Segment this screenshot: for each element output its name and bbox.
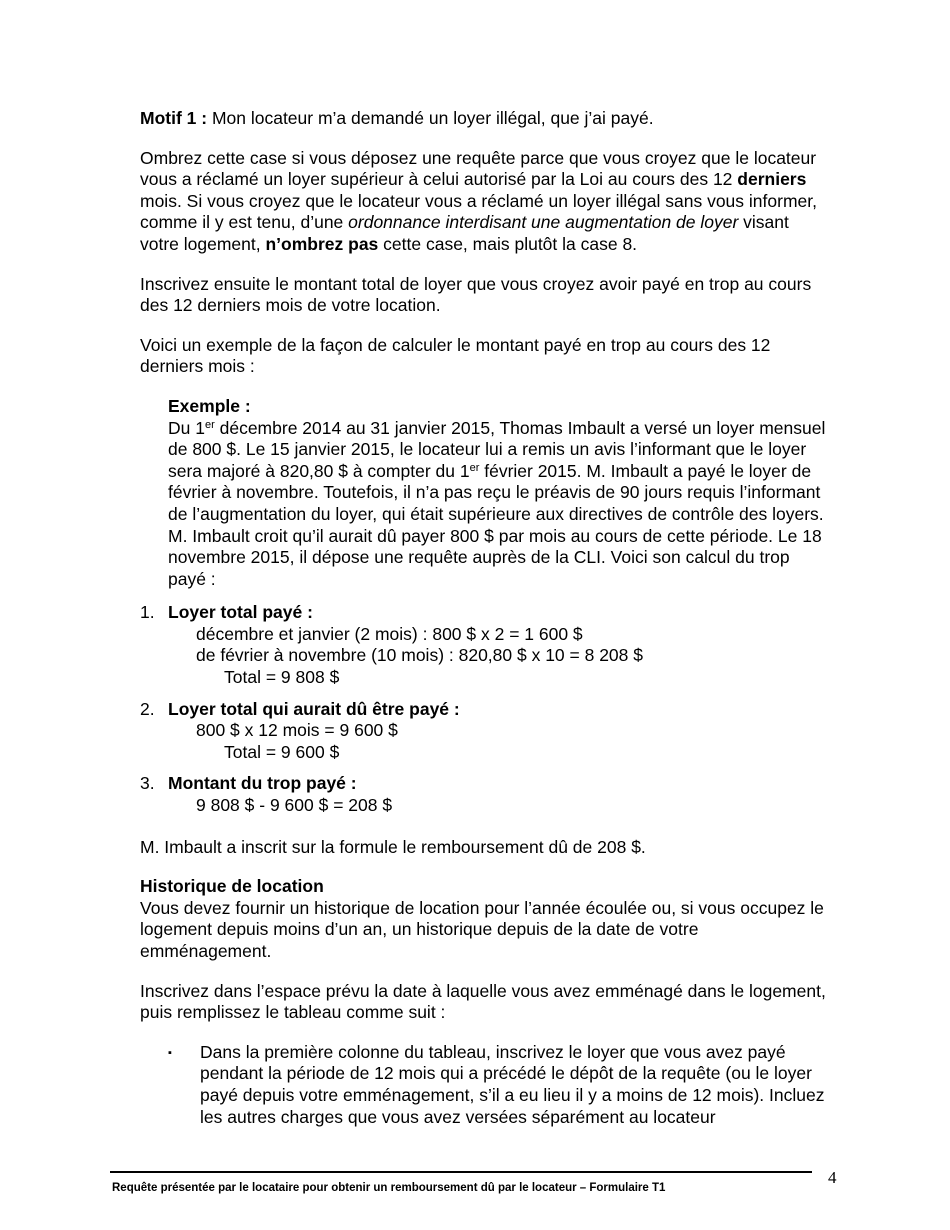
list-item <box>168 1042 830 1128</box>
motif-heading <box>140 108 830 130</box>
calc-item-number: 1. <box>140 602 155 623</box>
calc-line: 9 808 $ - 9 600 $ = 208 $ <box>196 795 393 816</box>
history-paragraph: Vous devez fournir un historique de location pour l’année écoulée ou, si vous occupez le logement depuis moins d’un an, un historique depuis de la date de votre emménagement. <box>140 897 824 961</box>
amount-paragraph: Inscrivez ensuite le montant total de loyer que vous croyez avoir payé en trop au cours des 12 derniers mois de votre location. <box>140 273 812 316</box>
bullet-text: Dans la première colonne du tableau, inscrivez le loyer que vous avez payé pendant la période de 12 mois qui a précédé le dépôt de la requête (ou le loyer payé depuis votre emménagement, s’il a eu lieu il y a moins de 12 mois). Incluez les autres charges que vous avez versées séparément au locateur <box>200 1041 825 1127</box>
page-content <box>140 108 830 1128</box>
footer-divider <box>110 1171 812 1173</box>
example-block <box>168 396 830 590</box>
example-text <box>168 418 830 591</box>
calc-total: Total = 9 600 $ <box>224 741 340 762</box>
para1-text-2: mois. Si vous croyez que le locateur vous a réclamé un loyer illégal sans vous informer, comme il y est tenu, d’une <box>140 190 817 233</box>
para1-bold-1: derniers <box>737 169 807 190</box>
para1-text-1: Ombrez cette case si vous déposez une requête parce que vous croyez que le locateur vous a réclamé un loyer supérieur à celui autorisé par la Loi au cours des 12 <box>140 147 817 190</box>
example-sup-2: er <box>469 461 480 474</box>
para1-text-4: cette case, mais plutôt la case 8. <box>378 233 638 254</box>
example-intro-paragraph: Voici un exemple de la façon de calculer le montant payé en trop au cours des 12 derniers mois : <box>140 334 771 377</box>
calc-line: 800 $ x 12 mois = 9 600 $ <box>196 720 398 741</box>
move-in-paragraph: Inscrivez dans l’espace prévu la date à laquelle vous avez emménagé dans le logement, puis remplissez le tableau comme suit : <box>140 980 826 1023</box>
calc-item-3 <box>140 773 830 816</box>
calc-line: décembre et janvier (2 mois) : 800 $ x 2 = 1 600 $ <box>196 623 583 644</box>
example-heading: Exemple : <box>168 395 251 416</box>
example-text-1: Du 1 <box>168 417 205 438</box>
motif-label: Motif 1 : <box>140 108 208 128</box>
calc-item-2 <box>140 699 830 764</box>
para1-bold-2: n’ombrez pas <box>265 233 379 254</box>
calc-total: Total = 9 808 $ <box>224 667 340 688</box>
history-section-title: Historique de location <box>140 876 324 897</box>
calc-item-title: Montant du trop payé : <box>168 773 357 794</box>
calc-item-number: 2. <box>140 698 155 719</box>
para1-text-3: visant votre logement, <box>140 212 789 254</box>
calc-item-title: Loyer total payé : <box>168 602 313 623</box>
example-sup-1: er <box>204 418 215 431</box>
bullet-icon: ▪ <box>168 1046 172 1059</box>
example-text-2: décembre 2014 au 31 janvier 2015, Thomas Imbault a versé un loyer mensuel de 800 $. Le 15 janvier 2015, le locateur lui a remis un avis l’informant que le loyer sera majoré à 820,80 $ à compter du 1 <box>168 417 826 481</box>
calc-item-number: 3. <box>140 773 155 794</box>
motif-text: Mon locateur m’a demandé un loyer illégal, que j’ai payé. <box>207 108 654 128</box>
calc-item-title: Loyer total qui aurait dû être payé : <box>168 698 460 719</box>
para1-italic: ordonnance interdisant une augmentation de loyer <box>348 212 739 233</box>
footer-title: Requête présentée par le locataire pour obtenir un remboursement dû par le locateur – Formulaire T1 <box>112 1182 666 1194</box>
calc-item-1 <box>140 602 830 688</box>
page-number: 4 <box>828 1168 837 1187</box>
conclusion-paragraph: M. Imbault a inscrit sur la formule le remboursement dû de 208 $. <box>140 836 646 857</box>
example-text-3: février 2015. M. Imbault a payé le loyer de février à novembre. Toutefois, il n’a pas reçu le préavis de 90 jours requis l’informant de l’augmentation du loyer, qui était supérieure aux directives de contrôle des loyers. M. Imbault croit qu’il aurait dû payer 800 $ par mois au cours de cette période. Le 18 novembre 2015, il dépose une requête auprès de la CLI. Voici son calcul du trop payé : <box>168 460 824 589</box>
instructions-paragraph <box>140 148 830 256</box>
calc-line: de février à novembre (10 mois) : 820,80 $ x 10 = 8 208 $ <box>196 645 643 666</box>
